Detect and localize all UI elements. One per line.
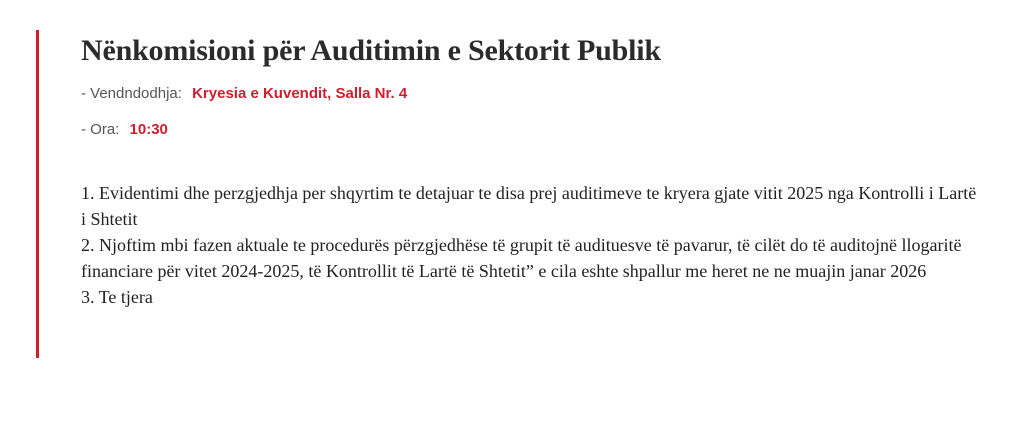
agenda-item: 3. Te tjera [81,287,153,307]
session-title: Nënkomisioni për Auditimin e Sektorit Publik [81,34,661,67]
location-label: - Vendndodhja: [81,85,182,102]
time-label: - Ora: [81,121,120,138]
agenda-item: 1. Evidentimi dhe perzgjedhja per shqyrtim te detajuar te disa prej auditimeve te kryera gjate vitit 2025 nga Kontrolli i Lartë i Shtetit [81,183,977,229]
agenda-item: 2. Njoftim mbi fazen aktuale te procedurës përzgjedhëse të grupit të audituesve të pavarur, të cilët do të auditojnë llogaritë financiare për vitet 2024-2025, të Kontrollit të Lartë të Shtetit” e cila eshte shpallur me heret ne ne muajin janar 2026 [81,235,962,281]
location-value: Kryesia e Kuvendit, Salla Nr. 4 [192,85,408,102]
location-row [81,84,996,104]
agenda-list [81,180,981,310]
session-card [36,30,996,358]
time-row [81,120,996,140]
time-value: 10:30 [129,121,168,138]
